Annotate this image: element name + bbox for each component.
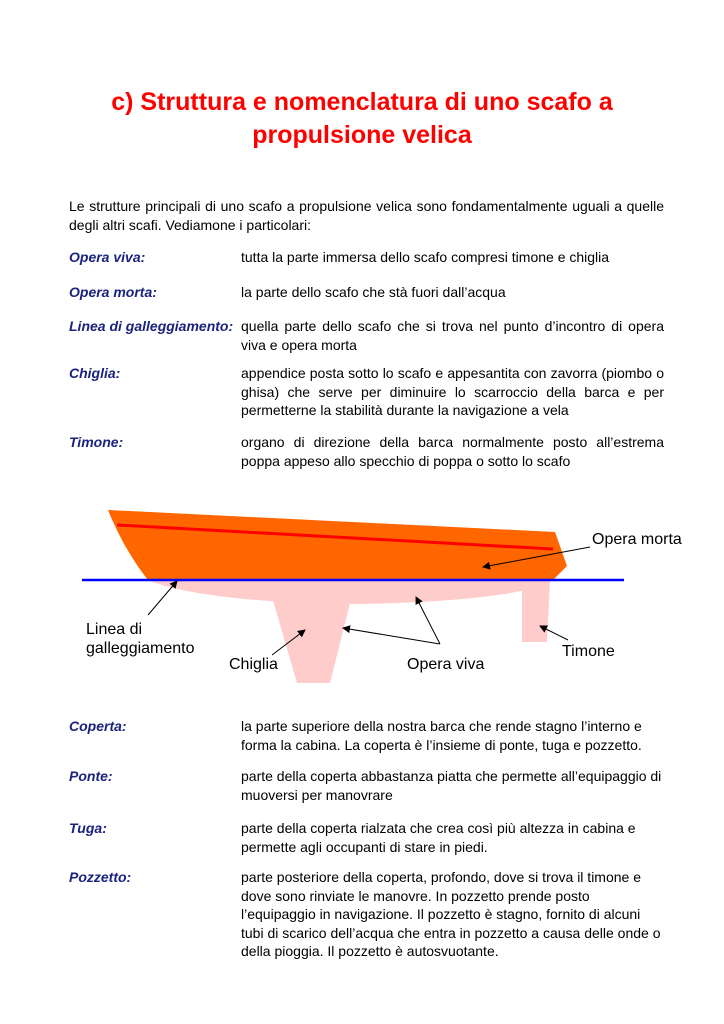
- hull-diagram: [0, 490, 724, 700]
- term: Opera viva:: [69, 249, 146, 265]
- term: Timone:: [69, 434, 124, 450]
- keel: [272, 597, 350, 683]
- description: la parte dello scafo che stà fuori dall’acqua: [241, 284, 506, 300]
- page-title: [40, 86, 684, 152]
- description: organo di direzione della barca normalmente posto all’estrema poppa appeso allo specchio di poppa o sotto lo scafo: [241, 434, 664, 469]
- label-linea-line1: Linea di: [86, 621, 143, 638]
- term: Chiglia:: [69, 365, 121, 381]
- title-line-2: propulsione velica: [252, 121, 472, 149]
- label-linea-line2: galleggiamento: [86, 640, 195, 657]
- term: Ponte:: [69, 768, 113, 784]
- term: Opera morta:: [69, 284, 157, 300]
- description: appendice posta sotto lo scafo e appesantita con zavorra (piombo o ghisa) che serve per diminuire lo scarroccio della barca e per permetterne la stabilità durante la navigazione a vela: [241, 365, 664, 418]
- arrow-linea: [148, 581, 177, 615]
- arrow-opera-viva-2: [416, 597, 440, 644]
- description: tutta la parte immersa dello scafo compresi timone e chiglia: [241, 249, 610, 265]
- term: Linea di galleggiamento:: [69, 318, 234, 334]
- label-opera-morta: Opera morta: [592, 531, 682, 548]
- term: Tuga:: [69, 820, 107, 836]
- description: quella parte dello scafo che si trova nel punto d’incontro di opera viva e opera morta: [241, 318, 664, 353]
- description: parte della coperta rialzata che crea così più altezza in cabina e permette agli occupanti di stare in piedi.: [241, 820, 636, 855]
- intro-paragraph: Le strutture principali di uno scafo a propulsione velica sono fondamentalmente uguali a quelle degli altri scafi. Vediamone i particolari:: [69, 198, 664, 233]
- hull-underwater: [148, 580, 548, 604]
- term: Coperta:: [69, 718, 127, 734]
- description: parte della coperta abbastanza piatta che permette all’equipaggio di muoversi per manovrare: [241, 768, 662, 803]
- description: parte posteriore della coperta, profondo, dove si trova il timone e dove sono rinviate le manovre. In pozzetto prende posto l’equipaggio in navigazione. Il pozzetto è stagno, fornito di alcuni tubi di scarico dell’acqua che entra in pozzetto a causa delle onde o della pioggia. Il pozzetto è autosvuotante.: [241, 869, 661, 959]
- rudder: [522, 580, 550, 642]
- title-line-1: c) Struttura e nomenclatura di uno scafo a: [111, 88, 613, 116]
- label-timone: Timone: [562, 643, 615, 660]
- label-chiglia: Chiglia: [229, 656, 278, 673]
- label-opera-viva: Opera viva: [407, 656, 485, 673]
- description: la parte superiore della nostra barca che rende stagno l’interno e forma la cabina. La coperta è l’insieme di ponte, tuga e pozzetto.: [241, 718, 642, 753]
- term: Pozzetto:: [69, 869, 132, 885]
- arrow-opera-viva-1: [343, 628, 440, 644]
